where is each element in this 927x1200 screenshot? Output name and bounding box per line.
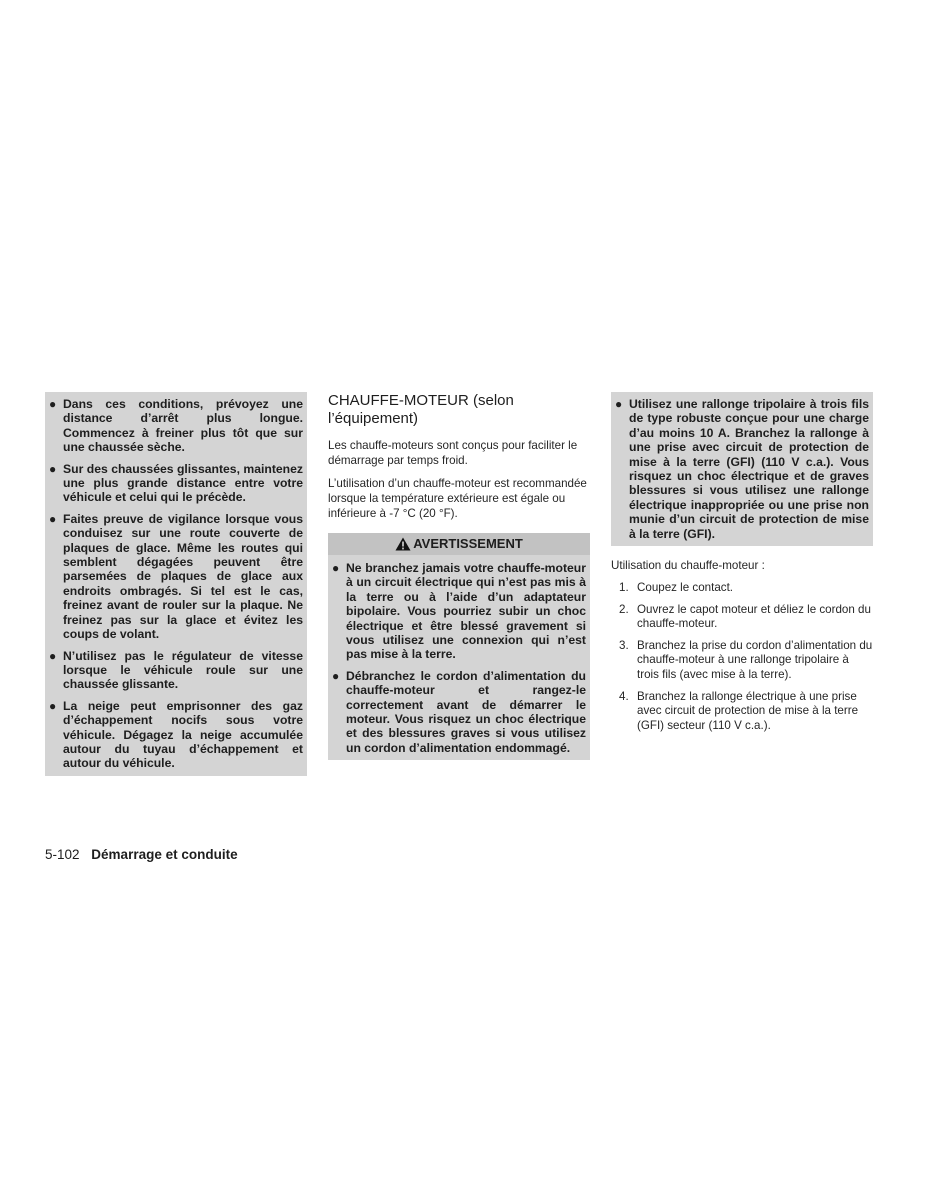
bullet-icon: ● xyxy=(332,668,340,683)
list-item: ● Débranchez le cordon d’alimentation du chauffe-moteur et rangez-le correctement avant de démarrer le moteur. Vous risquez un choc électrique et des blessures graves si vous utilisez un cordon d’alimentation endommagé. xyxy=(332,668,586,755)
caution-box xyxy=(45,392,307,776)
caution-list xyxy=(48,397,304,771)
bullet-icon: ● xyxy=(49,397,57,411)
paragraph: Les chauffe-moteurs sont conçus pour faciliter le démarrage par temps froid. xyxy=(328,439,578,467)
section-heading: CHAUFFE-MOTEUR (selon l’équipement) xyxy=(328,392,514,427)
column-middle xyxy=(328,392,590,760)
list-item: ● Sur des chaussées glissantes, maintenez une plus grande distance entre votre véhicule et celui qui le précède. xyxy=(49,461,303,505)
list-item: ● La neige peut emprisonner des gaz d’échappement nocifs sous votre véhicule. Dégagez la neige accumulée autour du tuyau d’échappement et autour du véhicule. xyxy=(49,698,303,771)
caution-list xyxy=(614,397,870,541)
list-item: ● Faites preuve de vigilance lorsque vous conduisez sur une route couverte de plaques de glace. Même les routes qui semblent dégagées peuvent être parsemées de plaques de glace aux endroits ombragés. Si tel est le cas, freinez avant de rouler sur la plaque. Ne freinez pas sur la glace et évitez les coups de volant. xyxy=(49,511,303,642)
column-right xyxy=(611,392,873,740)
page-footer xyxy=(45,847,238,863)
column-left xyxy=(45,392,307,776)
list-item: 1. Coupez le contact. xyxy=(619,581,734,595)
bullet-icon: ● xyxy=(615,397,623,411)
list-item: ● Ne branchez jamais votre chauffe-moteur à un circuit électrique qui n’est pas mis à la terre ou à l’aide d’un adaptateur bipolaire. Vous pourriez subir un choc électrique et être blessé gravement si vous utilisez une connexion qui n’est pas mise à la terre. xyxy=(332,561,586,662)
warning-content xyxy=(328,555,590,760)
bullet-icon: ● xyxy=(49,461,57,476)
bullet-icon: ● xyxy=(332,561,340,575)
list-item: ● N’utilisez pas le régulateur de vitesse lorsque le véhicule roule sur une chaussée glissante. xyxy=(49,648,303,692)
section-title: Démarrage et conduite xyxy=(91,847,238,862)
list-item: 4. Branchez la rallonge électrique à une prise avec circuit de protection de mise à la terre (GFI) secteur (110 V c.a.). xyxy=(619,689,859,732)
warning-title: AVERTISSEMENT xyxy=(328,533,590,555)
warning-box xyxy=(328,533,590,760)
bullet-icon: ● xyxy=(49,648,57,663)
steps-list xyxy=(611,581,873,733)
list-item: 3. Branchez la prise du cordon d’alimentation du chauffe-moteur à une rallonge tripolaire à trois fils (avec mise à la terre). xyxy=(619,638,873,682)
caution-box xyxy=(611,392,873,546)
warning-list xyxy=(331,561,587,755)
steps-intro: Utilisation du chauffe-moteur : xyxy=(611,559,765,573)
list-item: ● Dans ces conditions, prévoyez une distance d’arrêt plus longue. Commencez à freiner plus tôt que sur une chaussée sèche. xyxy=(49,397,303,455)
paragraph: L’utilisation d’un chauffe-moteur est recommandée lorsque la température extérieure est égale ou inférieure à -7 °C (20 °F). xyxy=(328,477,587,520)
page-number: 5-102 xyxy=(45,847,80,862)
list-item: 2. Ouvrez le capot moteur et déliez le cordon du chauffe-moteur. xyxy=(619,602,871,631)
bullet-icon: ● xyxy=(49,698,57,713)
warning-triangle-icon xyxy=(395,537,411,551)
bullet-icon: ● xyxy=(49,511,57,526)
list-item: ● Utilisez une rallonge tripolaire à trois fils de type robuste conçue pour une charge d’au moins 10 A. Branchez la rallonge à une prise avec circuit de protection de mise à la terre (GFI) (110 V c.a.). Vous risquez un choc électrique et de graves blessures si vous utilisez une rallonge électrique inappropriée ou une prise non munie d’un circuit de protection de mise à la terre (GFI). xyxy=(615,397,869,541)
